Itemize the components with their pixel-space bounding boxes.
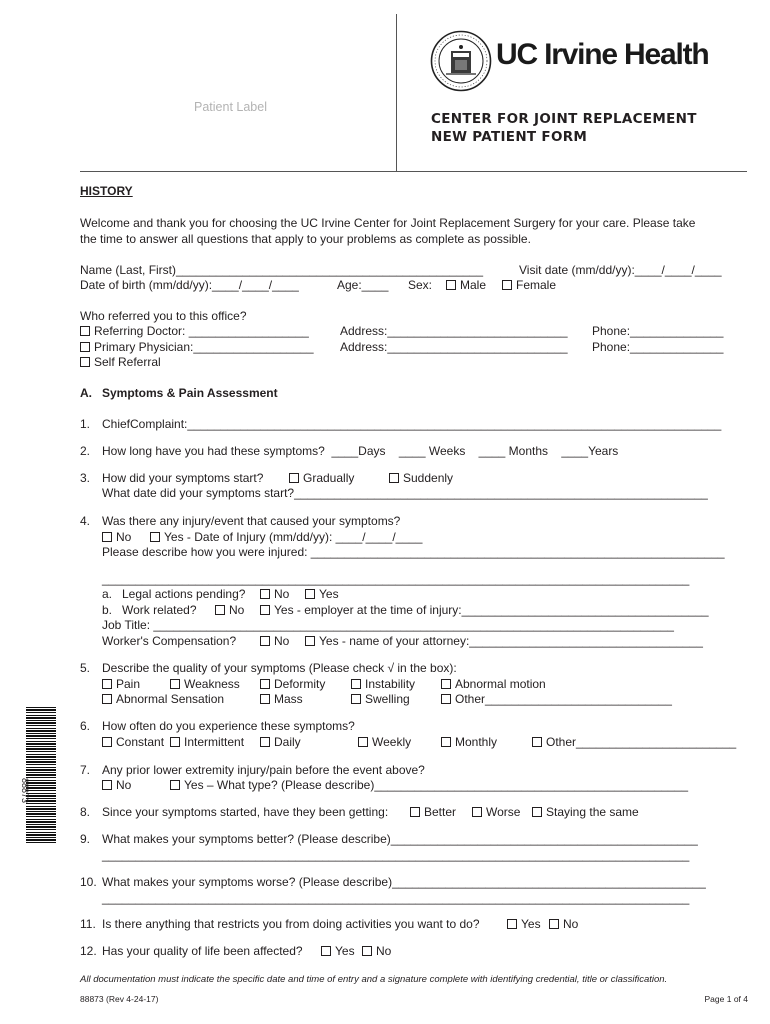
checkbox[interactable]: [446, 280, 456, 290]
checkbox[interactable]: [260, 679, 270, 689]
checkbox[interactable]: [80, 326, 90, 336]
self-referral-label: Self Referral: [94, 355, 161, 369]
better-option[interactable]: [410, 805, 456, 820]
q10-number: 10.: [80, 875, 97, 889]
better-description-field[interactable]: What makes your symptoms better? (Please describe)______________________________________________: [102, 832, 698, 846]
legal-actions-label: a. Legal actions pending?: [102, 587, 246, 601]
injury-yes-option[interactable]: [150, 530, 422, 545]
wc-no-label: No: [274, 634, 290, 648]
chief-complaint-field[interactable]: ChiefComplaint:________________________________________________________________________________: [102, 417, 722, 431]
better-description-blank[interactable]: ________________________________________________________________________________________: [102, 848, 690, 862]
workers-comp-label: Worker's Compensation?: [102, 634, 237, 648]
primary-physician-label: Primary Physician:__________________: [94, 340, 314, 354]
monthly-option[interactable]: [441, 735, 497, 750]
checkbox[interactable]: [351, 694, 361, 704]
form-title-line1: CENTER FOR JOINT REPLACEMENT: [431, 111, 697, 127]
patient-label: Patient Label: [194, 100, 267, 114]
checkbox[interactable]: [260, 636, 270, 646]
q6-number: 6.: [80, 719, 91, 733]
gradually-option[interactable]: [289, 471, 354, 486]
constant-label: Constant: [116, 735, 165, 749]
q1-number: 1.: [80, 417, 91, 431]
weekly-label: Weekly: [372, 735, 412, 749]
work-yes-option[interactable]: [260, 603, 709, 618]
abnormal-sensation-label: Abnormal Sensation: [116, 692, 225, 706]
q7-number: 7.: [80, 763, 91, 777]
checkbox[interactable]: [215, 605, 225, 615]
quality-no-option[interactable]: [362, 944, 391, 959]
checkbox[interactable]: [441, 679, 451, 689]
checkbox[interactable]: [502, 280, 512, 290]
checkbox[interactable]: [358, 737, 368, 747]
prior-injury-yes-label: Yes – What type? (Please describe)_______________________________________________: [184, 778, 688, 792]
worse-description-blank[interactable]: ________________________________________________________________________________________: [102, 891, 690, 905]
dob-field[interactable]: Date of birth (mm/dd/yy):____/____/____: [80, 278, 299, 292]
q2-number: 2.: [80, 444, 91, 458]
q12-question: Has your quality of life been affected?: [102, 944, 303, 958]
checkbox[interactable]: [472, 807, 482, 817]
checkbox[interactable]: [102, 532, 112, 542]
q9-number: 9.: [80, 832, 91, 846]
page-number: Page 1 of 4: [704, 994, 748, 1004]
checkbox[interactable]: [80, 342, 90, 352]
quality-other-label: Other____________________________: [455, 692, 672, 706]
frequency-other-option[interactable]: [532, 735, 736, 750]
worse-description-field[interactable]: What makes your symptoms worse? (Please describe)_______________________________________________: [102, 875, 706, 889]
primary-phone-field[interactable]: Phone:______________: [592, 340, 724, 354]
quality-yes-label: Yes: [335, 944, 355, 958]
legal-no-option[interactable]: [260, 587, 289, 602]
swelling-label: Swelling: [365, 692, 410, 706]
q11-question: Is there anything that restricts you from doing activities you want to do?: [102, 917, 480, 931]
q4-question: Was there any injury/event that caused your symptoms?: [102, 514, 401, 528]
checkbox[interactable]: [289, 473, 299, 483]
checkbox[interactable]: [389, 473, 399, 483]
q8-question: Since your symptoms started, have they been getting:: [102, 805, 389, 819]
intermittent-label: Intermittent: [184, 735, 245, 749]
barcode-number: 88873: [20, 778, 30, 804]
q7-question: Any prior lower extremity injury/pain before the event above?: [102, 763, 425, 777]
self-referral-option[interactable]: [80, 355, 161, 370]
prior-injury-no-label: No: [116, 778, 132, 792]
checkbox[interactable]: [102, 780, 112, 790]
form-title-line2: NEW PATIENT FORM: [431, 129, 588, 145]
symptom-duration-field[interactable]: How long have you had these symptoms? ____Days ____ Weeks ____ Months ____Years: [102, 444, 619, 458]
job-title-field[interactable]: Job Title: ______________________________________________________________________________: [102, 618, 674, 632]
sex-male-option[interactable]: [446, 278, 486, 293]
restrict-yes-option[interactable]: [507, 917, 541, 932]
checkbox[interactable]: [170, 679, 180, 689]
checkbox[interactable]: [80, 357, 90, 367]
primary-address-field[interactable]: Address:___________________________: [340, 340, 568, 354]
checkbox[interactable]: [260, 605, 270, 615]
injury-no-option[interactable]: [102, 530, 131, 545]
quality-no-label: No: [376, 944, 392, 958]
checkbox[interactable]: [532, 807, 542, 817]
better-label: Better: [424, 805, 457, 819]
symptom-start-date-field[interactable]: What date did your symptoms start?______________________________________________________________: [102, 486, 708, 500]
q12-number: 12.: [80, 944, 97, 958]
checkbox[interactable]: [170, 780, 180, 790]
sex-female-option[interactable]: [502, 278, 556, 293]
pain-option[interactable]: [102, 677, 140, 692]
deformity-label: Deformity: [274, 677, 326, 691]
wc-no-option[interactable]: [260, 634, 289, 649]
abnormal-motion-label: Abnormal motion: [455, 677, 546, 691]
visit-date-field[interactable]: Visit date (mm/dd/yy):____/____/____: [519, 263, 722, 277]
daily-option[interactable]: [260, 735, 301, 750]
same-option[interactable]: [532, 805, 639, 820]
male-label: Male: [460, 278, 487, 292]
checkbox[interactable]: [507, 919, 517, 929]
weekly-option[interactable]: [358, 735, 411, 750]
instability-label: Instability: [365, 677, 416, 691]
intermittent-option[interactable]: [170, 735, 244, 750]
abnormal-motion-option[interactable]: [441, 677, 546, 692]
q8-number: 8.: [80, 805, 91, 819]
work-related-label: b. Work related?: [102, 603, 197, 617]
checkbox[interactable]: [102, 679, 112, 689]
gradually-label: Gradually: [303, 471, 355, 485]
checkbox[interactable]: [532, 737, 542, 747]
referring-phone-field[interactable]: Phone:______________: [592, 324, 724, 338]
legal-no-label: No: [274, 587, 290, 601]
prior-injury-yes-option[interactable]: [170, 778, 688, 793]
injury-description-blank[interactable]: ________________________________________________________________________________________: [102, 572, 690, 586]
referring-doctor-label: Referring Doctor: __________________: [94, 324, 309, 338]
referral-question: Who referred you to this office?: [80, 309, 247, 323]
q4-number: 4.: [80, 514, 91, 528]
legal-yes-label: Yes: [319, 587, 339, 601]
barcode: [26, 707, 56, 844]
frequency-other-label: Other________________________: [546, 735, 737, 749]
checkbox[interactable]: [441, 737, 451, 747]
wc-yes-option[interactable]: [305, 634, 703, 649]
uc-seal-logo: [430, 30, 492, 92]
abnormal-sensation-option[interactable]: [102, 692, 224, 707]
injury-description-field[interactable]: Please describe how you were injured: ______________________________________________________________: [102, 545, 725, 559]
instability-option[interactable]: [351, 677, 415, 692]
checkbox[interactable]: [549, 919, 559, 929]
worse-label: Worse: [486, 805, 521, 819]
swelling-option[interactable]: [351, 692, 410, 707]
work-no-label: No: [229, 603, 245, 617]
checkbox[interactable]: [102, 737, 112, 747]
referring-doctor-option[interactable]: [80, 324, 309, 339]
checkbox[interactable]: [260, 737, 270, 747]
mass-option[interactable]: [260, 692, 303, 707]
mass-label: Mass: [274, 692, 303, 706]
checkbox[interactable]: [260, 694, 270, 704]
prior-injury-no-option[interactable]: [102, 778, 131, 793]
checkbox[interactable]: [351, 679, 361, 689]
brand-name: UC Irvine Health: [496, 38, 709, 71]
checkbox[interactable]: [150, 532, 160, 542]
checkbox[interactable]: [305, 589, 315, 599]
legal-yes-option[interactable]: [305, 587, 339, 602]
checkbox[interactable]: [441, 694, 451, 704]
section-a-heading: A. Symptoms & Pain Assessment: [80, 386, 278, 400]
q5-question: Describe the quality of your symptoms (Please check √ in the box):: [102, 661, 457, 675]
weakness-label: Weakness: [184, 677, 240, 691]
welcome-text-2: the time to answer all questions that apply to your problems as complete as possible.: [80, 232, 531, 246]
checkbox[interactable]: [170, 737, 180, 747]
worse-option[interactable]: [472, 805, 520, 820]
sex-label: Sex:: [408, 278, 433, 292]
weakness-option[interactable]: [170, 677, 240, 692]
constant-option[interactable]: [102, 735, 164, 750]
checkbox[interactable]: [260, 589, 270, 599]
name-field[interactable]: Name (Last, First)______________________________________________: [80, 263, 484, 277]
q3-question: How did your symptoms start?: [102, 471, 264, 485]
checkbox[interactable]: [410, 807, 420, 817]
deformity-option[interactable]: [260, 677, 325, 692]
checkbox[interactable]: [305, 636, 315, 646]
documentation-disclaimer: All documentation must indicate the specific date and time of entry and a signature complete with identifying credential, title or classification.: [80, 974, 668, 985]
checkbox[interactable]: [102, 694, 112, 704]
work-yes-label: Yes - employer at the time of injury:_____________________________________: [274, 603, 709, 617]
work-no-option[interactable]: [215, 603, 244, 618]
form-number: 88873 (Rev 4-24-17): [80, 994, 159, 1004]
q6-question: How often do you experience these symptoms?: [102, 719, 355, 733]
suddenly-option[interactable]: [389, 471, 453, 486]
age-field[interactable]: Age:____: [337, 278, 389, 292]
restrict-no-label: No: [563, 917, 579, 931]
quality-yes-option[interactable]: [321, 944, 355, 959]
injury-no-label: No: [116, 530, 132, 544]
daily-label: Daily: [274, 735, 301, 749]
same-label: Staying the same: [546, 805, 639, 819]
header-horizontal-rule: [80, 171, 747, 172]
suddenly-label: Suddenly: [403, 471, 454, 485]
quality-other-option[interactable]: [441, 692, 672, 707]
wc-yes-label: Yes - name of your attorney:___________________________________: [319, 634, 703, 648]
injury-yes-label: Yes - Date of Injury (mm/dd/yy): ____/____/____: [164, 530, 423, 544]
header-vertical-divider: [396, 14, 397, 172]
referring-address-field[interactable]: Address:___________________________: [340, 324, 568, 338]
monthly-label: Monthly: [455, 735, 498, 749]
checkbox[interactable]: [321, 946, 331, 956]
welcome-text-1: Welcome and thank you for choosing the UC Irvine Center for Joint Replacement Surgery for your care. Please take: [80, 216, 696, 230]
pain-label: Pain: [116, 677, 141, 691]
primary-physician-option[interactable]: [80, 340, 314, 355]
q11-number: 11.: [80, 917, 96, 931]
restrict-yes-label: Yes: [521, 917, 541, 931]
female-label: Female: [516, 278, 557, 292]
checkbox[interactable]: [362, 946, 372, 956]
q3-number: 3.: [80, 471, 91, 485]
restrict-no-option[interactable]: [549, 917, 578, 932]
history-heading: HISTORY: [80, 184, 133, 198]
q5-number: 5.: [80, 661, 91, 675]
